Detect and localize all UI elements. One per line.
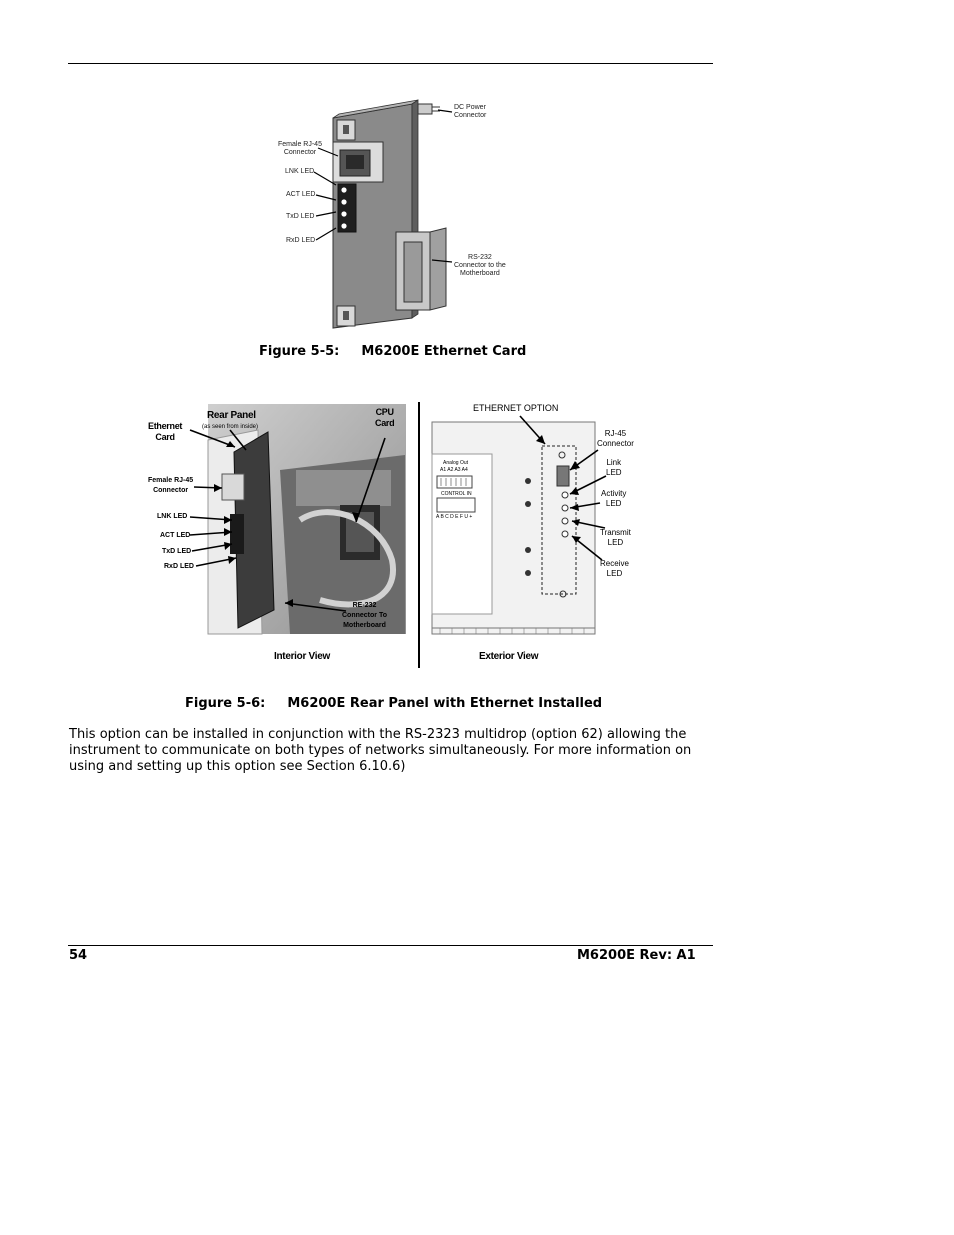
- label-exterior-view: Exterior View: [479, 651, 539, 662]
- label-dc-power: [454, 104, 486, 120]
- label-interior-female-rj45-l2: Connector: [153, 487, 189, 494]
- label-receive-led-l1: Receive: [600, 559, 629, 568]
- label-rs232: [454, 254, 506, 278]
- label-exterior-rj45-l1: RJ-45: [604, 429, 627, 438]
- label-interior-rxd-led: RxD LED: [164, 563, 194, 570]
- figure-5-6-title: M6200E Rear Panel with Ethernet Installed: [287, 696, 603, 711]
- figure-5-5-number: Figure 5-5:: [259, 344, 340, 359]
- exterior-view-drawing: [0, 390, 954, 690]
- label-analog-channels: A1 A2 A3 A4: [440, 467, 468, 473]
- label-transmit-led: [600, 528, 631, 548]
- label-link-led-l1: Link: [606, 458, 622, 467]
- footer-rule: [68, 945, 713, 946]
- label-transmit-led-l2: LED: [607, 538, 624, 547]
- label-dc-power-l1: DC Power: [454, 104, 486, 111]
- label-interior-lnk-led: LNK LED: [157, 513, 188, 520]
- label-interior-txd-led: TxD LED: [162, 548, 192, 555]
- label-re232-l1: RE-232: [352, 602, 377, 609]
- label-act-led: ACT LED: [286, 191, 316, 198]
- label-rs232-l2: Connector to the: [454, 262, 506, 269]
- label-activity-led-l1: Activity: [601, 489, 627, 498]
- figure-5-5-title: M6200E Ethernet Card: [361, 344, 527, 359]
- label-female-rj45-l2: Connector: [283, 149, 317, 156]
- label-rs232-l3: Motherboard: [460, 270, 500, 277]
- label-dc-power-l2: Connector: [454, 112, 487, 119]
- label-rear-panel: Rear Panel: [207, 410, 256, 421]
- label-link-led-l2: LED: [606, 468, 622, 477]
- label-interior-view: Interior View: [274, 651, 330, 662]
- label-interior-act-led: ACT LED: [160, 532, 191, 539]
- label-receive-led: [600, 559, 629, 579]
- label-control-letters: A B C D E F U +: [436, 514, 473, 520]
- ethernet-card-drawing: [0, 0, 954, 340]
- label-rxd-led: RxD LED: [286, 237, 316, 244]
- label-link-led: [606, 458, 622, 478]
- label-control-in: CONTROL IN: [441, 491, 472, 497]
- figure-5-6-number: Figure 5-6:: [185, 696, 266, 711]
- label-re232-l2: Connector To: [342, 612, 387, 619]
- label-ethernet-card-l1: Ethernet: [148, 421, 183, 431]
- label-rear-panel-sub: (as seen from inside): [202, 424, 259, 430]
- label-exterior-rj45: [597, 429, 634, 449]
- label-rs232-l1: RS-232: [468, 254, 492, 261]
- figure-5-5-caption: [259, 344, 526, 359]
- label-receive-led-l2: LED: [606, 569, 623, 578]
- label-ethernet-card-l2: Card: [155, 432, 175, 442]
- label-activity-led-l2: LED: [605, 499, 622, 508]
- label-analog-out: Analog Out: [443, 460, 469, 466]
- label-exterior-rj45-l2: Connector: [597, 439, 634, 448]
- label-txd-led: TxD LED: [286, 213, 315, 220]
- page-number: 54: [69, 948, 88, 963]
- label-female-rj45-l1: Female RJ-45: [278, 141, 322, 148]
- label-activity-led: [601, 489, 626, 509]
- label-female-rj45: [278, 141, 322, 157]
- label-ethernet-option: ETHERNET OPTION: [473, 403, 559, 413]
- label-cpu-card-l2: Card: [375, 418, 395, 428]
- body-paragraph: This option can be installed in conjunction with the RS-2323 multidrop (option 62) allowing the instrument to communicate on both types of networks simultaneously. For more information on using and setting up this option see Section 6.10.6): [69, 727, 692, 774]
- figure-5-6-caption: [185, 696, 602, 711]
- label-transmit-led-l1: Transmit: [600, 528, 631, 537]
- label-re232-l3: Motherboard: [343, 622, 386, 629]
- label-cpu-card-l1: CPU: [375, 407, 394, 417]
- label-interior-female-rj45-l1: Female RJ-45: [148, 477, 194, 484]
- doc-revision: M6200E Rev: A1: [577, 948, 696, 963]
- label-lnk-led: LNK LED: [285, 168, 315, 175]
